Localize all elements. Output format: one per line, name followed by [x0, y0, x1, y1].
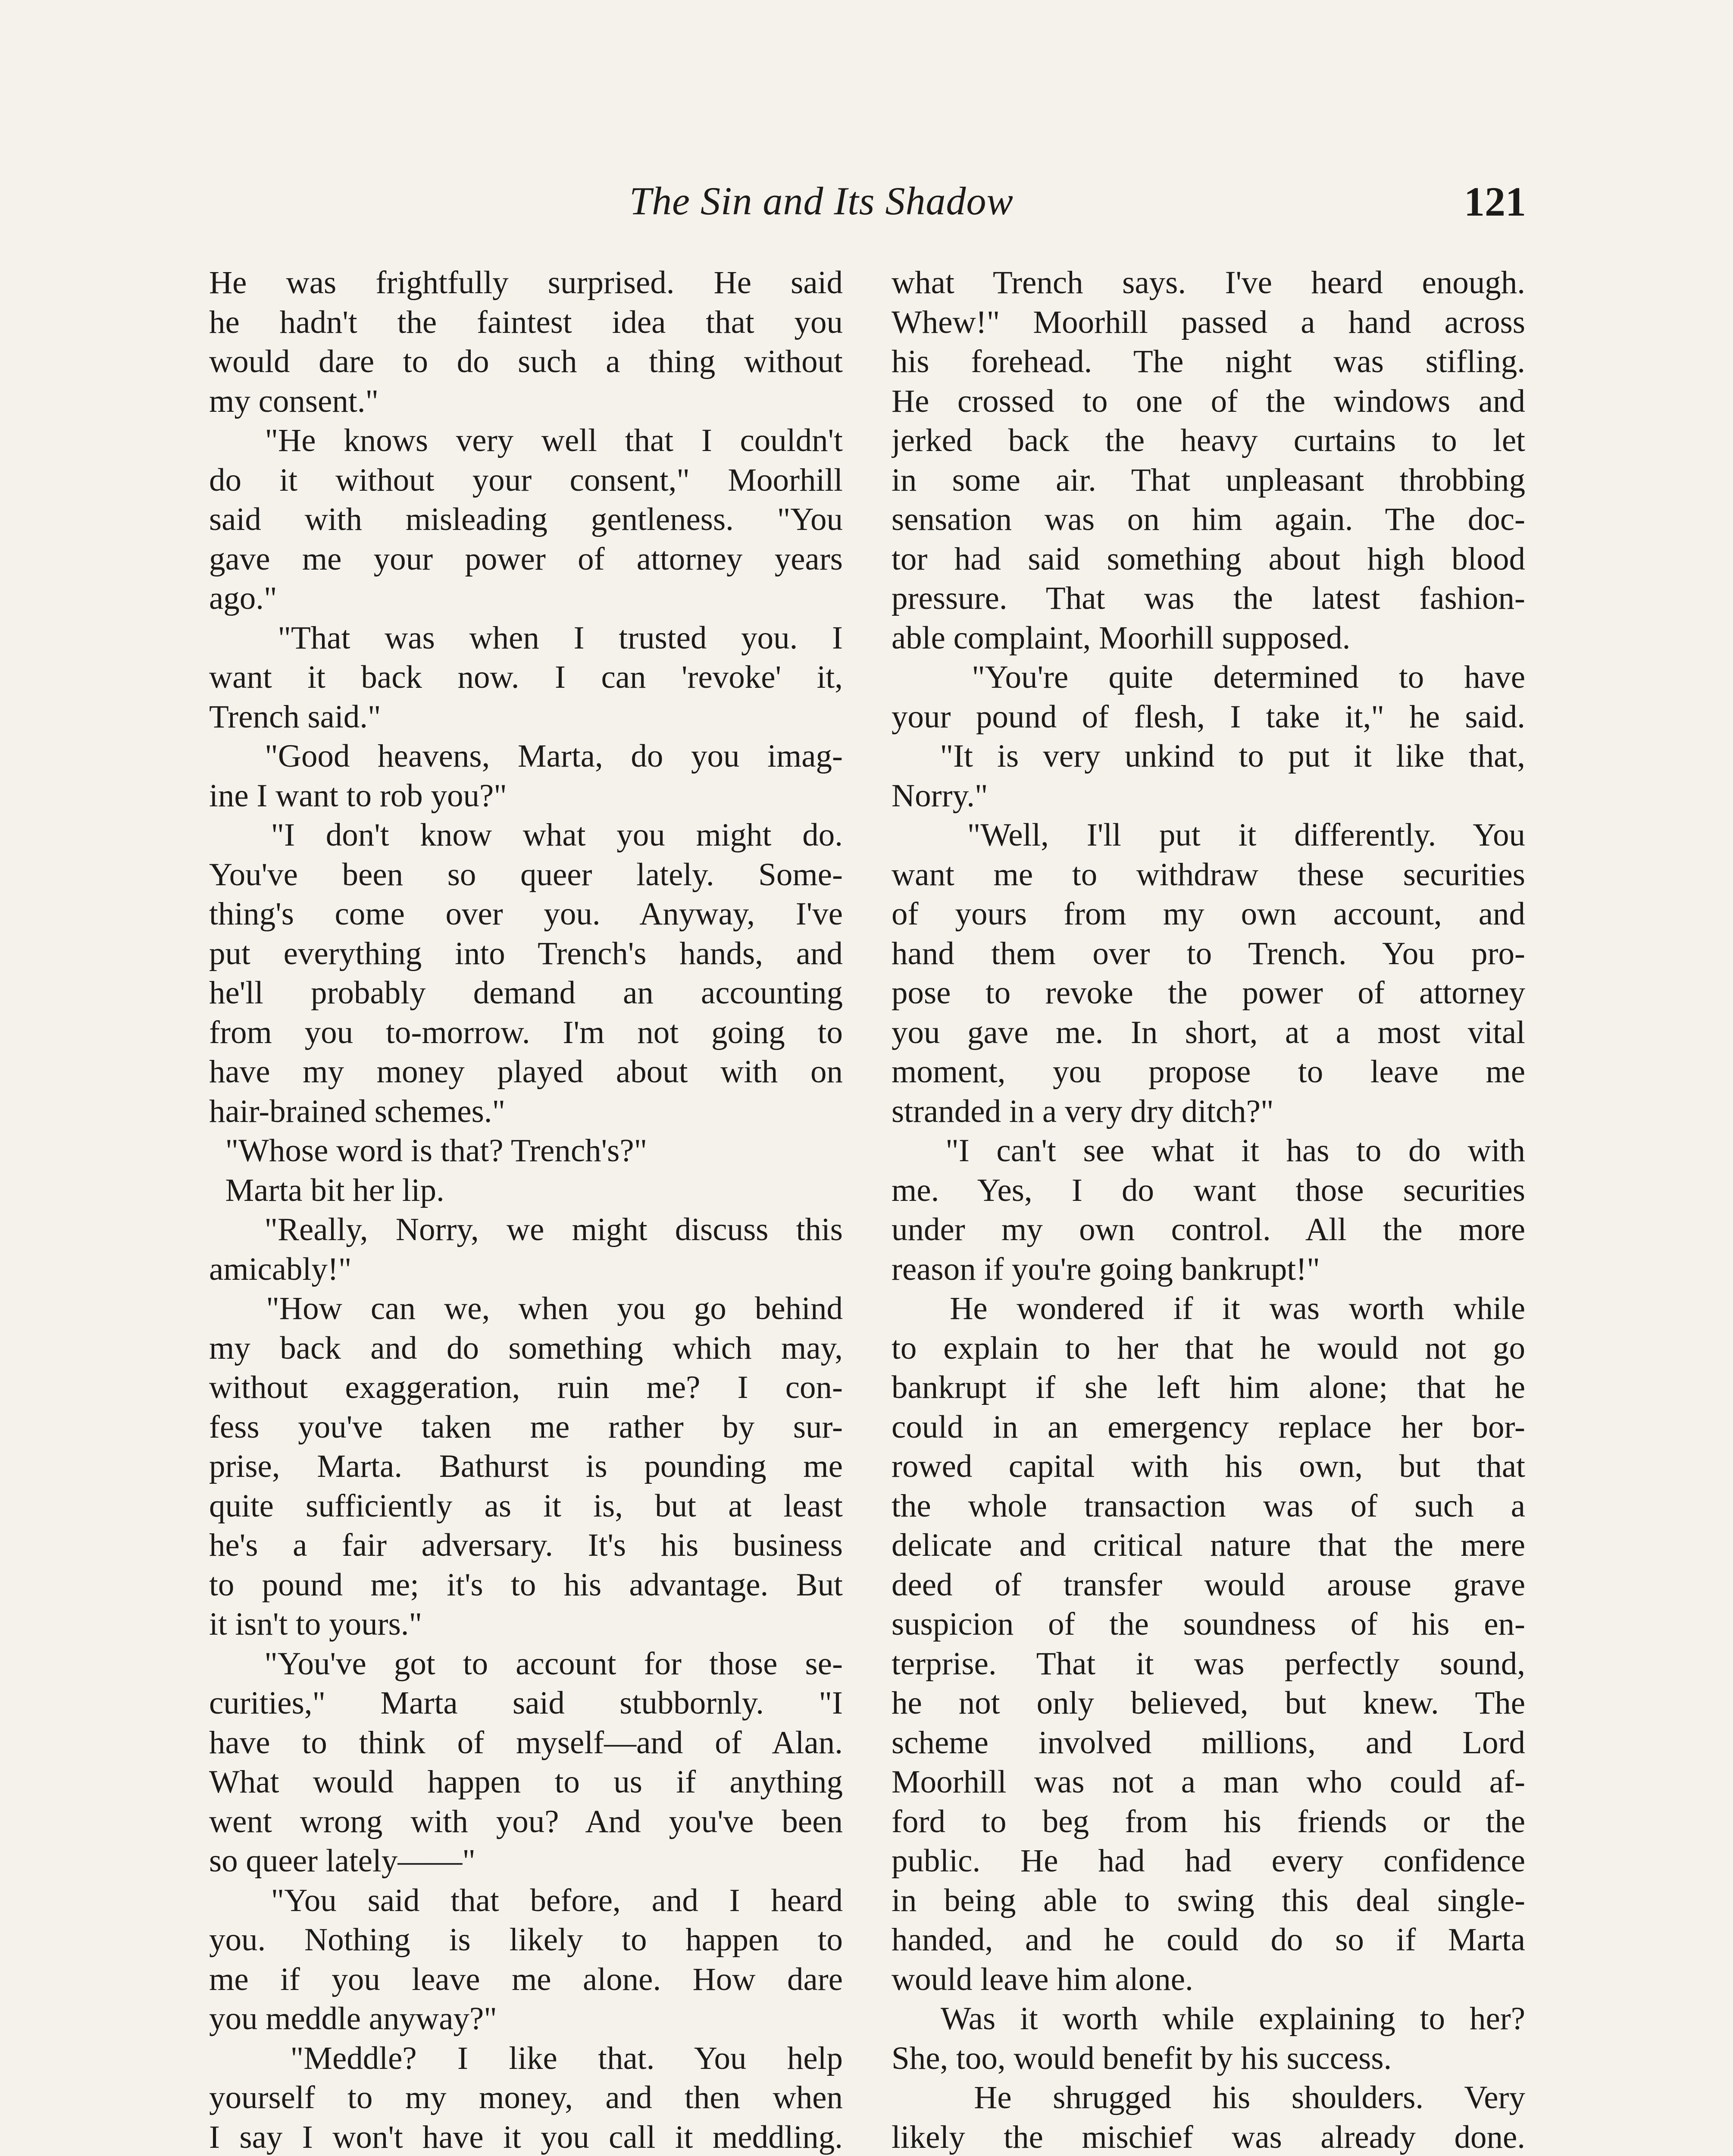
- text-line: do it without your consent," Moorhill: [209, 462, 843, 498]
- text-line: could in an emergency replace her bor-: [892, 1409, 1525, 1445]
- text-line: "That was when I trusted you. I: [209, 620, 843, 656]
- text-line: Was it worth while explaining to her?: [892, 2001, 1525, 2037]
- text-line: he'll probably demand an accounting: [209, 975, 843, 1011]
- text-line: his forehead. The night was stifling.: [892, 344, 1525, 379]
- text-line: What would happen to us if anything: [209, 1764, 843, 1800]
- text-line: pose to revoke the power of attorney: [892, 975, 1525, 1011]
- text-line: you. Nothing is likely to happen to: [209, 1922, 843, 1958]
- text-line: under my own control. All the more: [892, 1212, 1525, 1247]
- text-line: able complaint, Moorhill supposed.: [892, 620, 1351, 656]
- text-line: the whole transaction was of such a: [892, 1488, 1525, 1524]
- text-line: your pound of flesh, I take it," he said.: [892, 699, 1525, 735]
- text-line: bankrupt if she left him alone; that he: [892, 1369, 1525, 1405]
- text-line: "Meddle? I like that. You help: [209, 2040, 843, 2076]
- text-line: quite sufficiently as it is, but at least: [209, 1488, 843, 1524]
- text-line: you gave me. In short, at a most vital: [892, 1014, 1525, 1050]
- text-line: suspicion of the soundness of his en-: [892, 1606, 1525, 1642]
- text-line: ine I want to rob you?": [209, 777, 507, 814]
- text-line: "You've got to account for those se-: [209, 1645, 843, 1682]
- text-line: rowed capital with his own, but that: [892, 1448, 1525, 1484]
- text-line: "It is very unkind to put it like that,: [892, 738, 1525, 774]
- text-line: "Really, Norry, we might discuss this: [209, 1212, 843, 1247]
- text-line: He shrugged his shoulders. Very: [892, 2080, 1525, 2115]
- text-line: "How can we, when you go behind: [209, 1291, 843, 1326]
- text-line: Moorhill was not a man who could af-: [892, 1764, 1525, 1800]
- text-line: reason if you're going bankrupt!": [892, 1251, 1320, 1287]
- text-line: from you to-morrow. I'm not going to: [209, 1014, 843, 1050]
- text-line: She, too, would benefit by his success.: [892, 2040, 1392, 2076]
- text-line: "Good heavens, Marta, do you imag-: [209, 738, 843, 774]
- text-line: likely the mischief was already done.: [892, 2119, 1525, 2155]
- text-line: You've been so queer lately. Some-: [209, 856, 843, 893]
- text-line: Norry.": [892, 777, 988, 814]
- text-line: moment, you propose to leave me: [892, 1054, 1525, 1090]
- text-line: gave me your power of attorney years: [209, 541, 843, 577]
- text-line: would leave him alone.: [892, 1961, 1193, 1997]
- text-line: "You're quite determined to have: [892, 659, 1525, 695]
- page-header: [207, 181, 1526, 241]
- text-line: put everything into Trench's hands, and: [209, 935, 843, 971]
- text-line: Marta bit her lip.: [209, 1172, 444, 1208]
- text-line: pressure. That was the latest fashion-: [892, 580, 1525, 616]
- text-line: what Trench says. I've heard enough.: [892, 265, 1525, 301]
- text-line: tor had said something about high blood: [892, 541, 1525, 577]
- text-line: he not only believed, but knew. The: [892, 1685, 1525, 1721]
- text-line: thing's come over you. Anyway, I've: [209, 896, 843, 932]
- text-line: curities," Marta said stubbornly. "I: [209, 1685, 843, 1721]
- text-line: fess you've taken me rather by sur-: [209, 1409, 843, 1445]
- text-line: "I don't know what you might do.: [209, 817, 843, 853]
- running-title: The Sin and Its Shadow: [629, 179, 1014, 223]
- text-line: stranded in a very dry ditch?": [892, 1093, 1274, 1129]
- text-line: to explain to her that he would not go: [892, 1330, 1525, 1366]
- text-line: want me to withdraw these securities: [892, 856, 1525, 893]
- text-line: deed of transfer would arouse grave: [892, 1567, 1525, 1603]
- text-line: terprise. That it was perfectly sound,: [892, 1645, 1525, 1682]
- text-column-right: [892, 263, 1525, 2156]
- text-line: amicably!": [209, 1251, 352, 1287]
- text-line: public. He had had every confidence: [892, 1843, 1525, 1879]
- text-line: sensation was on him again. The doc-: [892, 501, 1525, 537]
- text-line: "I can't see what it has to do with: [892, 1133, 1525, 1169]
- text-line: prise, Marta. Bathurst is pounding me: [209, 1448, 843, 1484]
- text-line: would dare to do such a thing without: [209, 344, 843, 379]
- text-line: my consent.": [209, 383, 379, 419]
- text-line: without exaggeration, ruin me? I con-: [209, 1369, 843, 1405]
- text-line: "Well, I'll put it differently. You: [892, 817, 1525, 853]
- text-line: He was frightfully surprised. He said: [209, 265, 843, 301]
- text-line: went wrong with you? And you've been: [209, 1803, 843, 1839]
- text-line: scheme involved millions, and Lord: [892, 1724, 1525, 1761]
- text-column-left: [209, 263, 843, 2156]
- text-line: in some air. That unpleasant throbbing: [892, 462, 1525, 498]
- text-line: have my money played about with on: [209, 1054, 843, 1090]
- text-line: you meddle anyway?": [209, 2001, 497, 2037]
- text-line: He wondered if it was worth while: [892, 1291, 1525, 1326]
- text-line: "He knows very well that I couldn't: [209, 423, 843, 458]
- text-line: to pound me; it's to his advantage. But: [209, 1567, 843, 1603]
- text-line: yourself to my money, and then when: [209, 2080, 843, 2115]
- text-line: jerked back the heavy curtains to let: [892, 423, 1525, 458]
- text-line: so queer lately——": [209, 1843, 475, 1879]
- text-line: He crossed to one of the windows and: [892, 383, 1525, 419]
- text-line: delicate and critical nature that the mere: [892, 1527, 1525, 1563]
- text-line: it isn't to yours.": [209, 1606, 422, 1642]
- text-line: want it back now. I can 'revoke' it,: [209, 659, 843, 695]
- text-line: he hadn't the faintest idea that you: [209, 304, 843, 340]
- text-line: said with misleading gentleness. "You: [209, 501, 843, 537]
- text-line: ago.": [209, 580, 277, 616]
- text-line: hair-brained schemes.": [209, 1093, 506, 1129]
- text-line: hand them over to Trench. You pro-: [892, 935, 1525, 971]
- text-line: I say I won't have it you call it meddling.: [209, 2119, 843, 2155]
- text-line: ford to beg from his friends or the: [892, 1803, 1525, 1839]
- text-line: of yours from my own account, and: [892, 896, 1525, 932]
- page-number: 121: [1464, 179, 1526, 225]
- text-line: handed, and he could do so if Marta: [892, 1922, 1525, 1958]
- text-line: in being able to swing this deal single-: [892, 1882, 1525, 1918]
- text-line: "Whose word is that? Trench's?": [209, 1133, 648, 1169]
- text-line: he's a fair adversary. It's his business: [209, 1527, 843, 1563]
- text-line: "You said that before, and I heard: [209, 1882, 843, 1918]
- text-line: Whew!" Moorhill passed a hand across: [892, 304, 1525, 340]
- text-line: my back and do something which may,: [209, 1330, 843, 1366]
- text-line: Trench said.": [209, 699, 381, 735]
- text-line: me if you leave me alone. How dare: [209, 1961, 843, 1997]
- text-line: have to think of myself—and of Alan.: [209, 1724, 843, 1761]
- text-line: me. Yes, I do want those securities: [892, 1172, 1525, 1208]
